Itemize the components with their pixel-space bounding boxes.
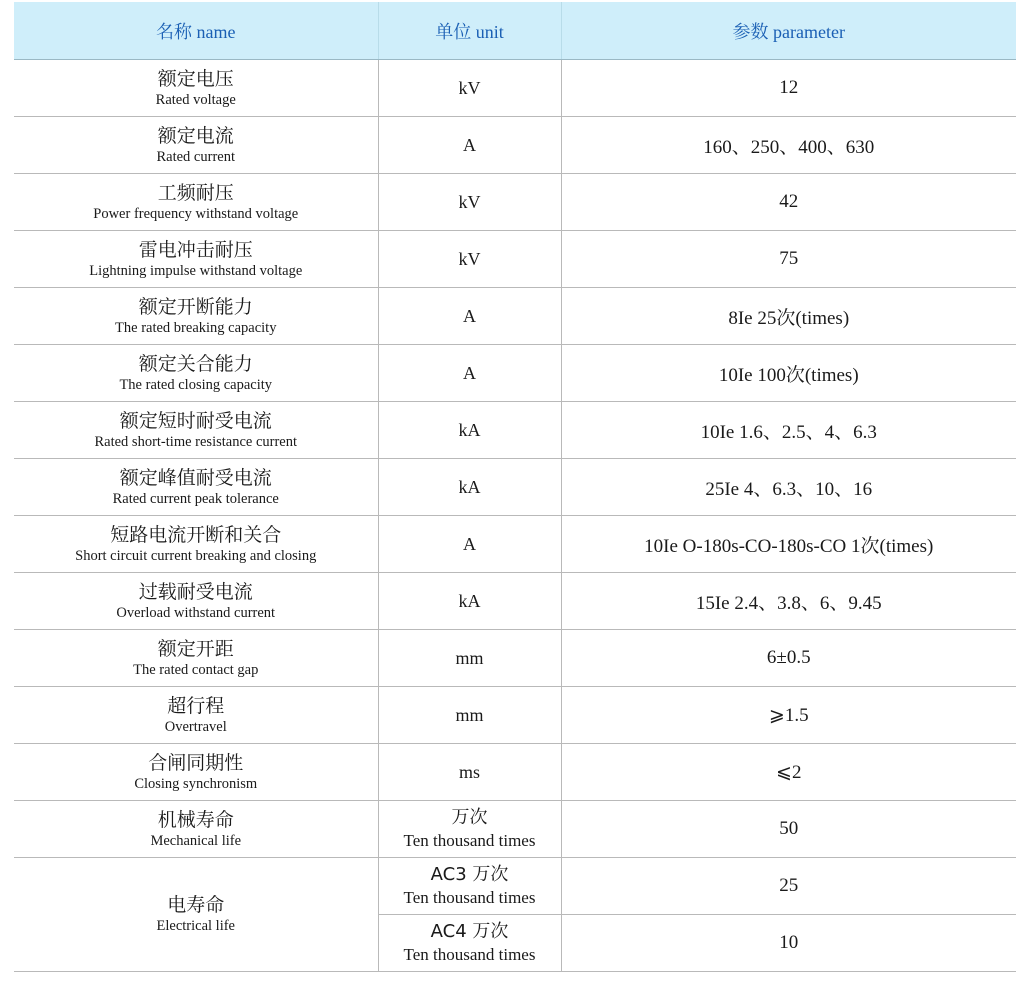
spec-table (14, 2, 1016, 972)
name-en: Lightning impulse withstand voltage (89, 262, 303, 279)
name-zh: 额定开断能力 (138, 295, 253, 318)
name-zh: 额定电压 (157, 67, 234, 90)
name-zh: 电寿命 (167, 894, 225, 916)
param-cell: 10 (561, 915, 1016, 972)
name-cell (14, 174, 378, 231)
name-en: Short circuit current breaking and closing (75, 547, 317, 564)
unit-cell: kV (378, 174, 561, 231)
unit-cell (378, 801, 561, 858)
table-row (14, 687, 1016, 744)
name-en: The rated contact gap (133, 661, 259, 678)
table-row (14, 459, 1016, 516)
name-cell (14, 516, 378, 573)
unit-cell: kV (378, 60, 561, 117)
unit-cell: kA (378, 573, 561, 630)
unit-cell: A (378, 345, 561, 402)
unit-zh: AC3 万次 (430, 864, 509, 885)
name-zh: 超行程 (167, 694, 225, 717)
name-zh: 合闸同期性 (148, 751, 244, 774)
header-name: 名称 name (14, 2, 378, 60)
name-cell (14, 573, 378, 630)
unit-cell (378, 858, 561, 915)
table-row (14, 231, 1016, 288)
table-row (14, 630, 1016, 687)
unit-zh: AC4 万次 (430, 921, 509, 942)
name-cell (14, 117, 378, 174)
name-zh: 机械寿命 (157, 808, 234, 831)
name-cell (14, 231, 378, 288)
name-zh: 过载耐受电流 (138, 580, 253, 603)
name-en: Electrical life (156, 918, 235, 934)
name-en: Rated current peak tolerance (112, 490, 279, 507)
table-row (14, 516, 1016, 573)
name-zh: 雷电冲击耐压 (138, 238, 253, 261)
header-row (14, 2, 1016, 60)
name-en: The rated closing capacity (119, 376, 273, 393)
name-cell (14, 60, 378, 117)
param-cell: 75 (561, 231, 1016, 288)
unit-cell: A (378, 117, 561, 174)
table-row (14, 744, 1016, 801)
param-cell: 25 (561, 858, 1016, 915)
table-row (14, 117, 1016, 174)
name-cell (14, 630, 378, 687)
param-cell: 50 (561, 801, 1016, 858)
table-row (14, 573, 1016, 630)
name-en: Rated voltage (155, 91, 236, 108)
table-row-mechanical-life (14, 801, 1016, 858)
name-cell (14, 345, 378, 402)
param-cell: 42 (561, 174, 1016, 231)
param-cell: 25Ie 4、6.3、10、16 (561, 459, 1016, 516)
unit-cell: ms (378, 744, 561, 801)
name-cell (14, 288, 378, 345)
name-en: Power frequency withstand voltage (93, 205, 299, 222)
name-zh: 额定电流 (157, 124, 234, 147)
param-cell: 12 (561, 60, 1016, 117)
name-zh: 额定关合能力 (138, 352, 253, 375)
name-en: The rated breaking capacity (115, 319, 277, 336)
param-cell: 15Ie 2.4、3.8、6、9.45 (561, 573, 1016, 630)
name-cell (14, 801, 378, 858)
name-en: Rated short-time resistance current (94, 433, 298, 450)
table-row (14, 402, 1016, 459)
table-row (14, 60, 1016, 117)
table-row (14, 288, 1016, 345)
name-en: Overload withstand current (116, 604, 276, 621)
param-cell: 10Ie 100次(times) (561, 345, 1016, 402)
header-unit: 单位 unit (378, 2, 561, 60)
unit-cell: kA (378, 402, 561, 459)
name-cell (14, 744, 378, 801)
name-zh: 额定开距 (157, 637, 234, 660)
unit-cell: mm (378, 687, 561, 744)
param-cell: 8Ie 25次(times) (561, 288, 1016, 345)
name-zh: 短路电流开断和关合 (110, 523, 282, 546)
unit-cell: mm (378, 630, 561, 687)
name-cell (14, 687, 378, 744)
name-cell (14, 459, 378, 516)
name-en: Mechanical life (150, 832, 242, 849)
name-zh: 工频耐压 (157, 181, 234, 204)
name-en: Closing synchronism (134, 775, 258, 792)
param-cell: ⩾1.5 (561, 687, 1016, 744)
unit-cell: kV (378, 231, 561, 288)
name-en: Rated current (156, 148, 235, 165)
unit-zh: 万次 (451, 807, 488, 828)
table-row (14, 174, 1016, 231)
unit-en: Ten thousand times (403, 945, 536, 964)
unit-en: Ten thousand times (403, 888, 536, 907)
param-cell: 160、250、400、630 (561, 117, 1016, 174)
header-parameter: 参数 parameter (561, 2, 1016, 60)
name-cell (14, 858, 378, 972)
name-zh: 额定短时耐受电流 (119, 409, 272, 432)
table-row (14, 345, 1016, 402)
unit-cell: A (378, 516, 561, 573)
param-cell: 10Ie O-180s-CO-180s-CO 1次(times) (561, 516, 1016, 573)
param-cell: 6±0.5 (561, 630, 1016, 687)
unit-cell: kA (378, 459, 561, 516)
name-en: Overtravel (164, 718, 227, 735)
unit-cell (378, 915, 561, 972)
spec-table-container (14, 2, 1016, 972)
name-cell (14, 402, 378, 459)
unit-cell: A (378, 288, 561, 345)
name-zh: 额定峰值耐受电流 (119, 466, 272, 489)
param-cell: 10Ie 1.6、2.5、4、6.3 (561, 402, 1016, 459)
param-cell: ⩽2 (561, 744, 1016, 801)
table-row-electrical-life-ac3 (14, 858, 1016, 915)
unit-en: Ten thousand times (403, 831, 536, 850)
